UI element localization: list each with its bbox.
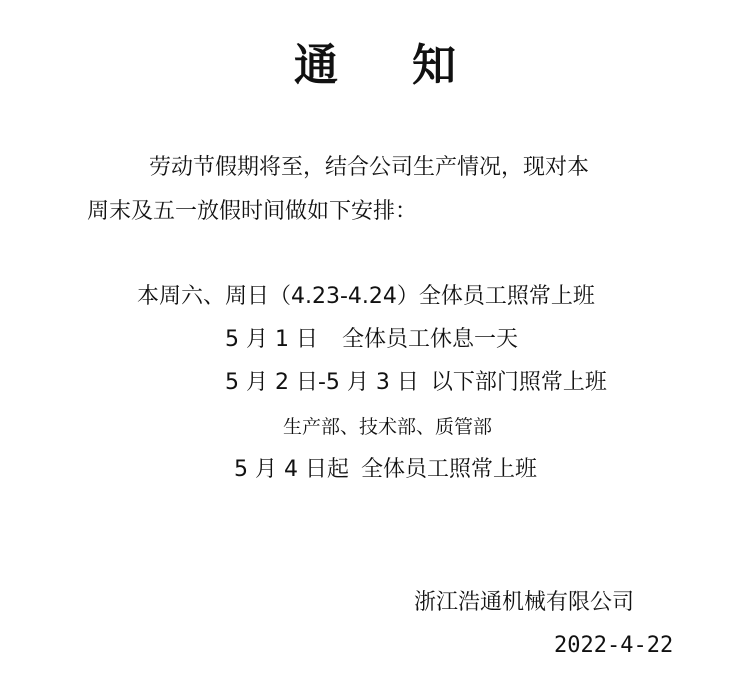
title-char-2: 知 [412, 40, 456, 91]
title-char-1: 通 [294, 40, 338, 91]
schedule-weekend: 本周六、周日（4.23-4.24）全体员工照常上班 [137, 284, 595, 309]
schedule-may-1-date: 5 月 1 日 [225, 327, 318, 352]
schedule-may-2-3-date: 5 月 2 日-5 月 3 日 [225, 370, 419, 395]
schedule-may-2-3-text: 以下部门照常上班 [430, 370, 607, 395]
schedule-may-4 [234, 455, 537, 485]
notice-title [0, 38, 750, 94]
schedule-departments: 生产部、技术部、质管部 [283, 416, 493, 438]
schedule-may-1-text: 全体员工休息一天 [341, 327, 518, 352]
schedule-may-4-text: 全体员工照常上班 [360, 457, 537, 482]
intro-paragraph [87, 146, 677, 234]
notice-date: 2022-4-22 [554, 633, 674, 658]
company-signature: 浙江浩通机械有限公司 [414, 590, 635, 615]
schedule-may-1 [225, 325, 518, 355]
schedule-may-4-date: 5 月 4 日起 [234, 457, 349, 482]
intro-line-1: 劳动节假期将至，结合公司生产情况，现对本 [149, 155, 590, 180]
schedule-may-2-3 [225, 368, 607, 398]
intro-line-2: 周末及五一放假时间做如下安排： [87, 199, 418, 224]
